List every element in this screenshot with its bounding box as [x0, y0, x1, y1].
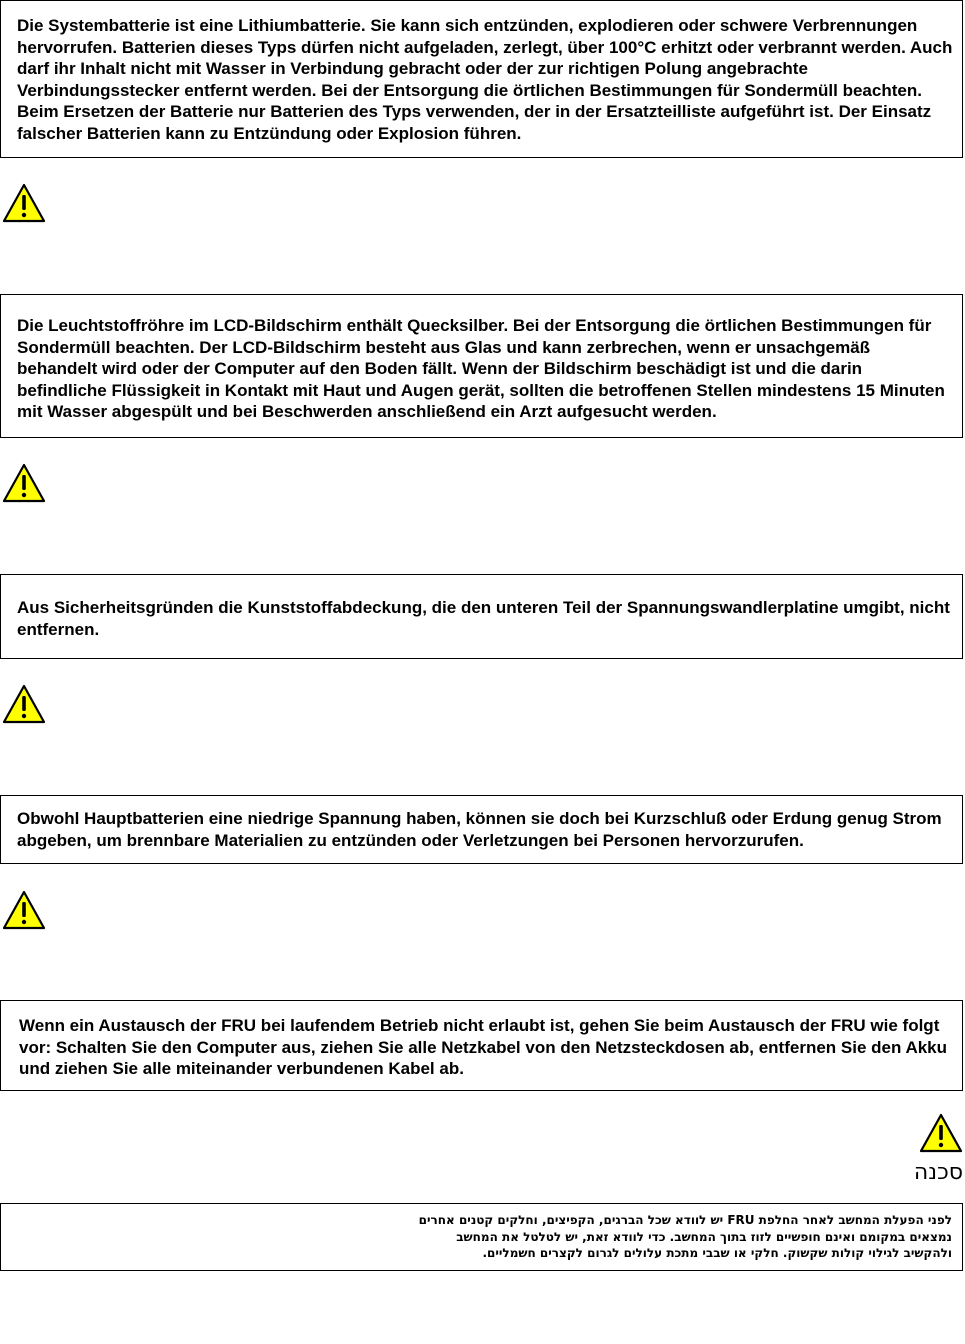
- battery-notice-box: [0, 0, 963, 158]
- main-battery-notice-box: [0, 795, 963, 864]
- lcd-notice-box: [0, 294, 963, 438]
- warning-triangle-icon: [919, 1113, 963, 1153]
- hebrew-danger-title: סכנה: [913, 1160, 963, 1185]
- battery-notice-text: Die Systembatterie ist eine Lithiumbatterie. Sie kann sich entzünden, explodieren oder schwere Verbrennungen hervorrufen. Batterien dieses Typs dürfen nicht aufgeladen, zerlegt, über 100°C erhitzt oder verbrannt werden. Auch darf ihr Inhalt nicht mit Wasser in Verbindung gebracht oder der zur richtigen Polung angebrachte Verbindungsstecker entfernt werden. Bei der Entsorgung die örtlichen Bestimmungen für Sondermüll beachten. Beim Ersetzen der Batterie nur Batterien des Typs verwenden, der in der Ersatzteilliste aufgeführt ist. Der Einsatz falscher Batterien kann zu Entzündung oder Explosion führen.: [17, 16, 953, 143]
- warning-triangle-icon: [2, 183, 46, 223]
- fru-notice-box: [0, 1000, 963, 1091]
- hebrew-notice-line-1: לפני הפעלת המחשב לאחר החלפת FRU יש לוודא שכל הברגים, הקפיצים, וחלקים קטנים אחרים: [418, 1213, 952, 1227]
- hebrew-notice-box: [0, 1203, 963, 1271]
- fru-notice-text: Wenn ein Austausch der FRU bei laufendem Betrieb nicht erlaubt ist, gehen Sie beim Austausch der FRU wie folgt vor: Schalten Sie den Computer aus, ziehen Sie alle Netzkabel von den Netzsteckdosen ab, entfernen Sie den Akku und ziehen Sie alle miteinander verbundenen Kabel ab.: [19, 1016, 948, 1078]
- hebrew-notice-line-3: ולהקשיב לגילוי קולות שקשוק. חלקי או שבבי מתכת עלולים לגרום לקצרים חשמליים.: [482, 1246, 952, 1260]
- hebrew-notice-line-2: נמצאים במקומם ואינם חופשיים לזוז בתוך המחשב. כדי לוודא זאת, יש לטלטל את המחשב: [456, 1229, 952, 1244]
- warning-triangle-icon: [2, 463, 46, 503]
- warning-triangle-icon: [2, 890, 46, 930]
- lcd-notice-text: Die Leuchtstoffröhre im LCD-Bildschirm enthält Quecksilber. Bei der Entsorgung die örtlichen Bestimmungen für Sondermüll beachten. Der LCD-Bildschirm besteht aus Glas und kann zerbrechen, wenn er unsachgemäß behandelt wird oder der Computer auf den Boden fällt. Wenn der Bildschirm beschädigt ist und die darin befindliche Flüssigkeit in Kontakt mit Haut und Augen gerät, sollten die betroffenen Stellen mindestens 15 Minuten mit Wasser abgespült und bei Beschwerden anschließend ein Arzt aufgesucht werden.: [17, 316, 945, 421]
- plastic-cover-notice-text: Aus Sicherheitsgründen die Kunststoffabdeckung, die den unteren Teil der Spannungswandlerplatine umgibt, nicht entfernen.: [17, 598, 950, 639]
- main-battery-notice-text: Obwohl Hauptbatterien eine niedrige Spannung haben, können sie doch bei Kurzschluß oder Erdung genug Strom abgeben, um brennbare Materialien zu entzünden oder Verletzungen bei Personen hervorzurufen.: [17, 809, 942, 850]
- warning-triangle-icon: [2, 684, 46, 724]
- plastic-cover-notice-box: [0, 574, 963, 659]
